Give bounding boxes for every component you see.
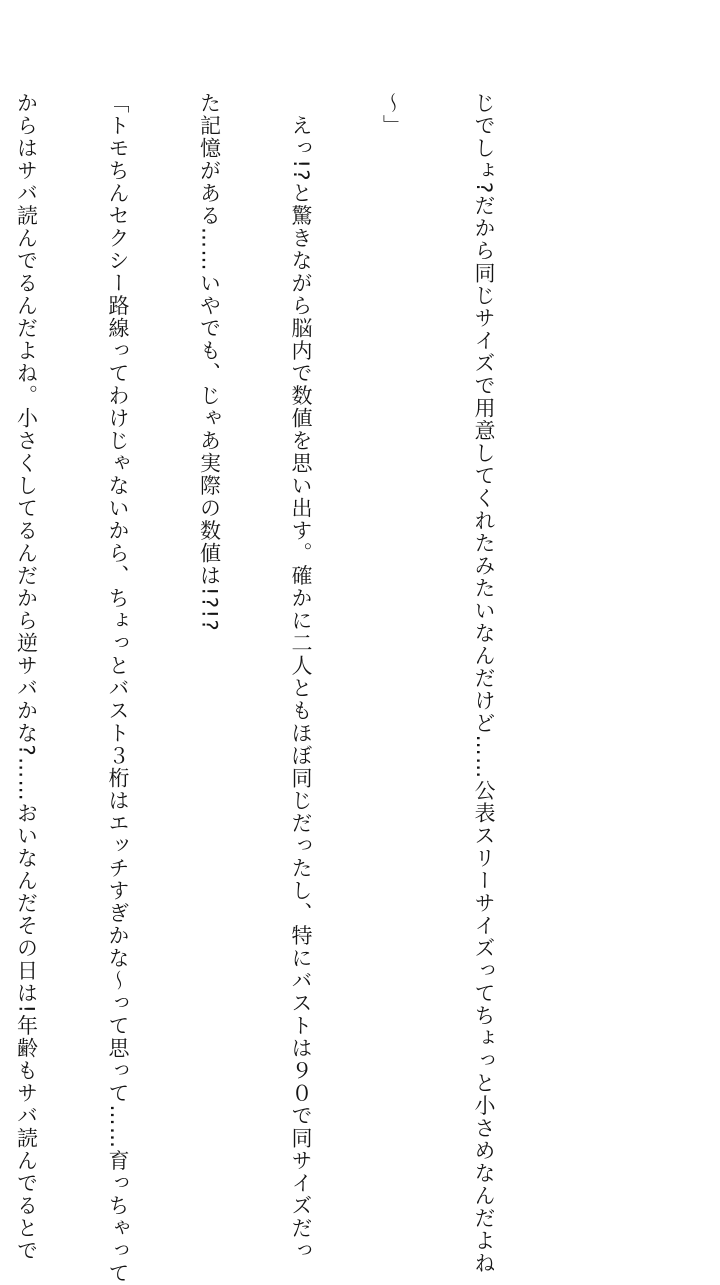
text-line-1: じでしょ?だから同じサイズで用意してくれたみたいなんだけど……公表スリーサイズってちょっと小さめなんだよね [472, 92, 496, 1275]
text-line-2: 〜」 [380, 92, 405, 137]
text-line-3: えっ!?と驚きながら脳内で数値を思い出す。確かに二人ともほぼ同じだったし、特にバストは９０で同サイズだっ [289, 92, 313, 1263]
text-line-4: た記憶がある……いやでも、じゃあ実際の数値は!?!? [197, 92, 222, 633]
text-line-5: 「トモちんセクシー路線ってわけじゃないから、ちょっとバスト３桁はエッチすぎかな〜って思って……育っちゃって [106, 92, 130, 1285]
text-line-6: からはサバ読んでるんだよね。小さくしてるんだから逆サバかな?……おいなんだその日は!年齢もサバ読んでるとで [14, 92, 39, 1263]
vertical-text-body [0, 92, 560, 1285]
